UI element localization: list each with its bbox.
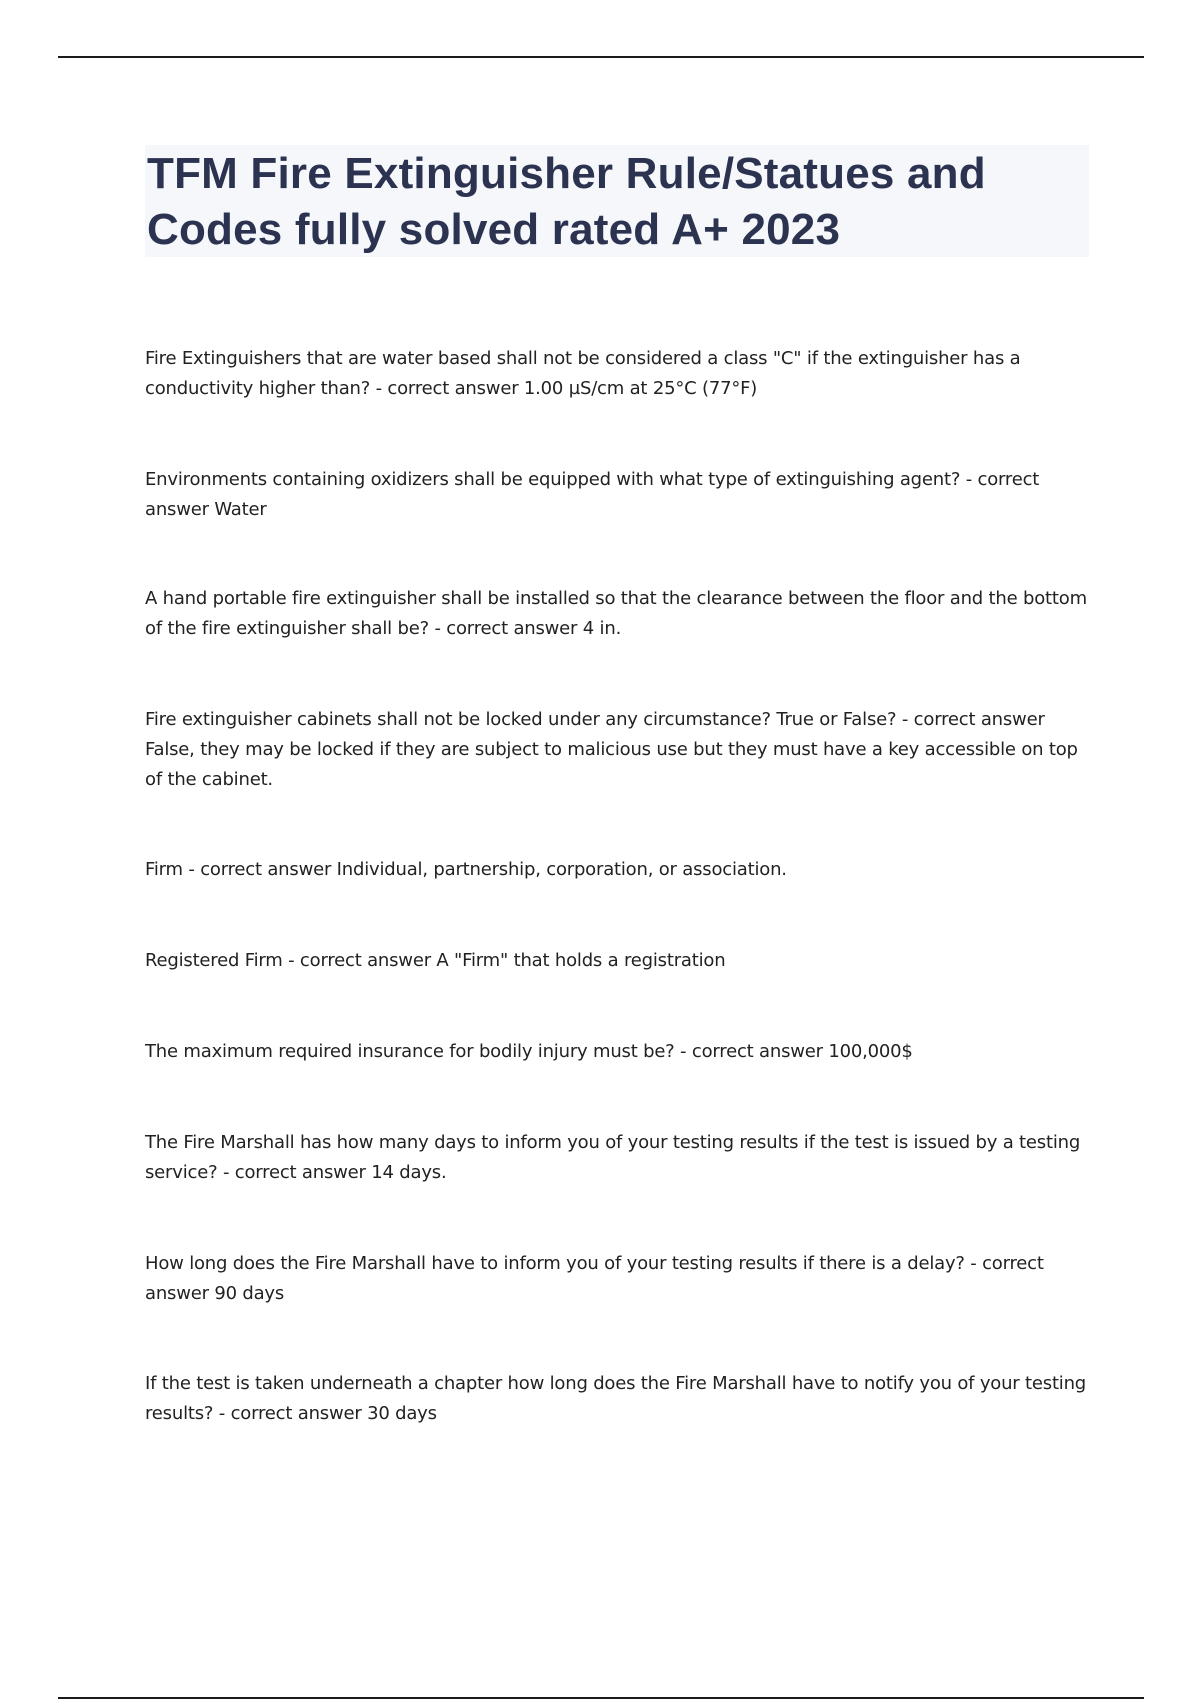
qa-item-2: Environments containing oxidizers shall be equipped with what type of extinguishing agent? - correct answer Water <box>145 469 1040 520</box>
qa-item-1: Fire Extinguishers that are water based shall not be considered a class "C" if the extinguisher has a conductivity higher than? - correct answer 1.00 µS/cm at 25°C (77°F) <box>145 348 1021 399</box>
document-title: TFM Fire Extinguisher Rule/Statues and Codes fully solved rated A+ 2023 <box>147 149 986 254</box>
top-divider <box>58 56 1144 58</box>
qa-item-6: Registered Firm - correct answer A "Firm" that holds a registration <box>145 950 726 971</box>
qa-item-10: If the test is taken underneath a chapter how long does the Fire Marshall have to notify you of your testing results? - correct answer 30 days <box>145 1373 1087 1424</box>
bottom-divider <box>58 1697 1144 1699</box>
qa-item-4: Fire extinguisher cabinets shall not be locked under any circumstance? True or False? - correct answer False, they may be locked if they are subject to malicious use but they must have a key accessible on top of the cabinet. <box>145 709 1078 790</box>
qa-item-3: A hand portable fire extinguisher shall be installed so that the clearance between the floor and the bottom of the fire extinguisher shall be? - correct answer 4 in. <box>145 588 1087 639</box>
qa-item-5: Firm - correct answer Individual, partnership, corporation, or association. <box>145 859 787 880</box>
qa-item-7: The maximum required insurance for bodily injury must be? - correct answer 100,000$ <box>145 1041 913 1062</box>
qa-item-8: The Fire Marshall has how many days to inform you of your testing results if the test is issued by a testing service? - correct answer 14 days. <box>145 1132 1081 1183</box>
qa-item-9: How long does the Fire Marshall have to inform you of your testing results if there is a delay? - correct answer 90 days <box>145 1253 1044 1304</box>
